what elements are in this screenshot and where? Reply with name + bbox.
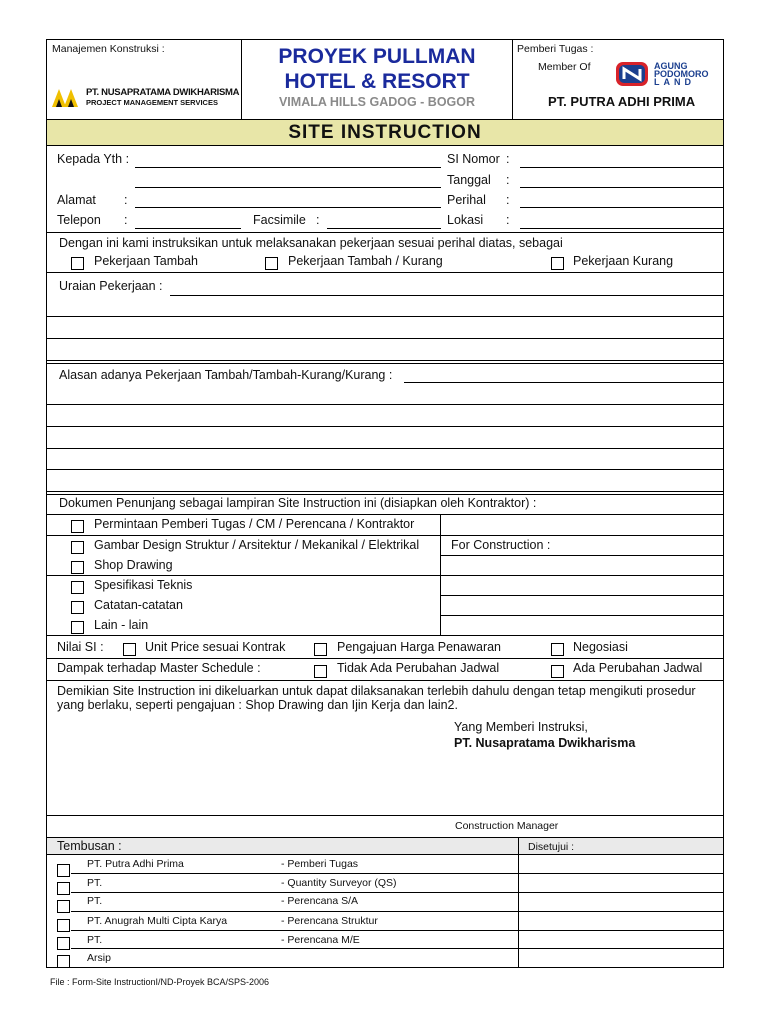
tembusan-name-3: PT. [87, 895, 103, 907]
opt-pekerjaan-tambah-kurang: Pekerjaan Tambah / Kurang [288, 254, 443, 268]
checkbox-pekerjaan-tambah-kurang[interactable] [265, 257, 278, 270]
si-nomor-label: SI Nomor [447, 152, 500, 166]
checkbox-pengajuan-harga[interactable] [314, 643, 327, 656]
checkbox-negosiasi[interactable] [551, 643, 564, 656]
instruction-giver-company: PT. Nusapratama Dwikharisma [454, 736, 636, 750]
agung-podomoro-logo-icon [615, 61, 649, 87]
kepada-field[interactable] [135, 167, 441, 168]
form-title: SITE INSTRUCTION [288, 122, 482, 143]
facsimile-field[interactable] [327, 228, 441, 229]
opt-unit-price: Unit Price sesuai Kontrak [145, 640, 286, 654]
checkbox-tembusan-5[interactable] [57, 937, 70, 950]
checkbox-dokumen-5[interactable] [71, 601, 84, 614]
tanggal-field[interactable] [520, 187, 723, 188]
checkbox-pekerjaan-tambah[interactable] [71, 257, 84, 270]
uraian-label: Uraian Pekerjaan : [59, 279, 163, 293]
opt-ada-perubahan: Ada Perubahan Jadwal [573, 661, 703, 675]
closing-line1: Demikian Site Instruction ini dikeluarkan untuk dapat dilaksanakan terlebih dahulu dengan tetap mengikuti prosedur [57, 684, 696, 698]
kepada-label: Kepada Yth : [57, 152, 130, 166]
alamat-colon: : [124, 193, 128, 207]
for-construction-label: For Construction : [451, 538, 551, 552]
tembusan-label: Tembusan : [57, 839, 122, 853]
tembusan-role-2: - Quantity Surveyor (QS) [281, 877, 397, 889]
dampak-label: Dampak terhadap Master Schedule : [57, 661, 261, 675]
facsimile-colon: : [316, 213, 320, 227]
project-title-line1: PROYEK PULLMAN [278, 45, 476, 68]
telepon-colon: : [124, 213, 128, 227]
dokumen-item-1: Permintaan Pemberi Tugas / CM / Perencana / Kontraktor [94, 517, 415, 531]
checkbox-tidak-ada-perubahan[interactable] [314, 665, 327, 678]
checkbox-tembusan-1[interactable] [57, 864, 70, 877]
tanggal-label: Tanggal [447, 173, 491, 187]
checkbox-tembusan-6[interactable] [57, 955, 70, 968]
tembusan-name-1: PT. Putra Adhi Prima [87, 858, 184, 870]
apl-text-3: LAND [654, 77, 695, 87]
telepon-label: Telepon [57, 213, 101, 227]
checkbox-dokumen-6[interactable] [71, 621, 84, 634]
dokumen-item-3: Shop Drawing [94, 558, 173, 572]
dokumen-label: Dokumen Penunjang sebagai lampiran Site Instruction ini (disiapkan oleh Kontraktor) : [59, 496, 537, 510]
member-of-label: Member Of [538, 61, 591, 73]
kepada-field-2[interactable] [135, 187, 441, 188]
tembusan-header-band [47, 837, 723, 855]
file-footer: File : Form-Site InstructionI/ND-Proyek BCA/SPS-2006 [50, 977, 270, 987]
tembusan-name-6: Arsip [87, 952, 111, 964]
opt-tidak-ada-perubahan: Tidak Ada Perubahan Jadwal [337, 661, 500, 675]
uraian-field[interactable] [170, 295, 723, 296]
tembusan-role-1: - Pemberi Tugas [281, 858, 359, 870]
pemberi-tugas-label: Pemberi Tugas : [517, 43, 594, 55]
instruction-intro: Dengan ini kami instruksikan untuk melaksanakan pekerjaan sesuai perihal diatas, sebagai [59, 236, 563, 250]
perihal-colon: : [506, 193, 510, 207]
checkbox-dokumen-4[interactable] [71, 581, 84, 594]
apl-text-2: PODOMORO [654, 69, 709, 79]
disetujui-label: Disetujui : [528, 841, 575, 853]
tembusan-name-4: PT. Anugrah Multi Cipta Karya [87, 915, 228, 927]
tembusan-name-5: PT. [87, 934, 103, 946]
tembusan-role-5: - Perencana M/E [281, 934, 360, 946]
perihal-field[interactable] [520, 207, 723, 208]
nilai-si-label: Nilai SI : [57, 640, 104, 654]
mk-company-sub: PROJECT MANAGEMENT SERVICES [86, 98, 218, 107]
opt-pekerjaan-kurang: Pekerjaan Kurang [573, 254, 674, 268]
perihal-label: Perihal [447, 193, 486, 207]
checkbox-dokumen-1[interactable] [71, 520, 84, 533]
dokumen-item-6: Lain - lain [94, 618, 149, 632]
facsimile-label: Facsimile [253, 213, 306, 227]
checkbox-unit-price[interactable] [123, 643, 136, 656]
tembusan-role-3: - Perencana S/A [281, 895, 359, 907]
lokasi-label: Lokasi [447, 213, 484, 227]
nusapratama-logo-icon [52, 87, 82, 107]
checkbox-dokumen-3[interactable] [71, 561, 84, 574]
lokasi-field[interactable] [520, 228, 723, 229]
mk-company-name: PT. NUSAPRATAMA DWIKHARISMA [86, 87, 240, 98]
construction-manager-label: Construction Manager [455, 820, 559, 832]
tembusan-name-2: PT. [87, 877, 103, 889]
checkbox-dokumen-2[interactable] [71, 541, 84, 554]
project-title-line2: HOTEL & RESORT [284, 70, 470, 93]
si-nomor-field[interactable] [520, 167, 723, 168]
closing-line2: yang berlaku, seperti pengajuan : Shop Drawing dan Ijin Kerja dan lain2. [57, 698, 458, 712]
checkbox-tembusan-4[interactable] [57, 919, 70, 932]
checkbox-tembusan-2[interactable] [57, 882, 70, 895]
checkbox-ada-perubahan[interactable] [551, 665, 564, 678]
alamat-field[interactable] [135, 207, 441, 208]
apl-text-1: AGUNG [654, 61, 688, 71]
mk-label: Manajemen Konstruksi : [52, 43, 165, 55]
checkbox-pekerjaan-kurang[interactable] [551, 257, 564, 270]
instruction-giver: Yang Memberi Instruksi, [454, 720, 588, 734]
dokumen-item-2: Gambar Design Struktur / Arsitektur / Mekanikal / Elektrikal [94, 538, 420, 552]
dokumen-item-5: Catatan-catatan [94, 598, 183, 612]
dokumen-item-4: Spesifikasi Teknis [94, 578, 193, 592]
opt-pekerjaan-tambah: Pekerjaan Tambah [94, 254, 199, 268]
owner-name: PT. PUTRA ADHI PRIMA [548, 94, 696, 109]
si-nomor-colon: : [506, 152, 510, 166]
telepon-field[interactable] [135, 228, 241, 229]
checkbox-tembusan-3[interactable] [57, 900, 70, 913]
opt-negosiasi: Negosiasi [573, 640, 628, 654]
tanggal-colon: : [506, 173, 510, 187]
alamat-label: Alamat [57, 193, 96, 207]
tembusan-role-4: - Perencana Struktur [281, 915, 378, 927]
opt-pengajuan-harga: Pengajuan Harga Penawaran [337, 640, 502, 654]
alasan-field[interactable] [404, 382, 723, 383]
lokasi-colon: : [506, 213, 510, 227]
project-location: VIMALA HILLS GADOG - BOGOR [278, 95, 476, 109]
alasan-label: Alasan adanya Pekerjaan Tambah/Tambah-Kurang/Kurang : [59, 368, 393, 382]
